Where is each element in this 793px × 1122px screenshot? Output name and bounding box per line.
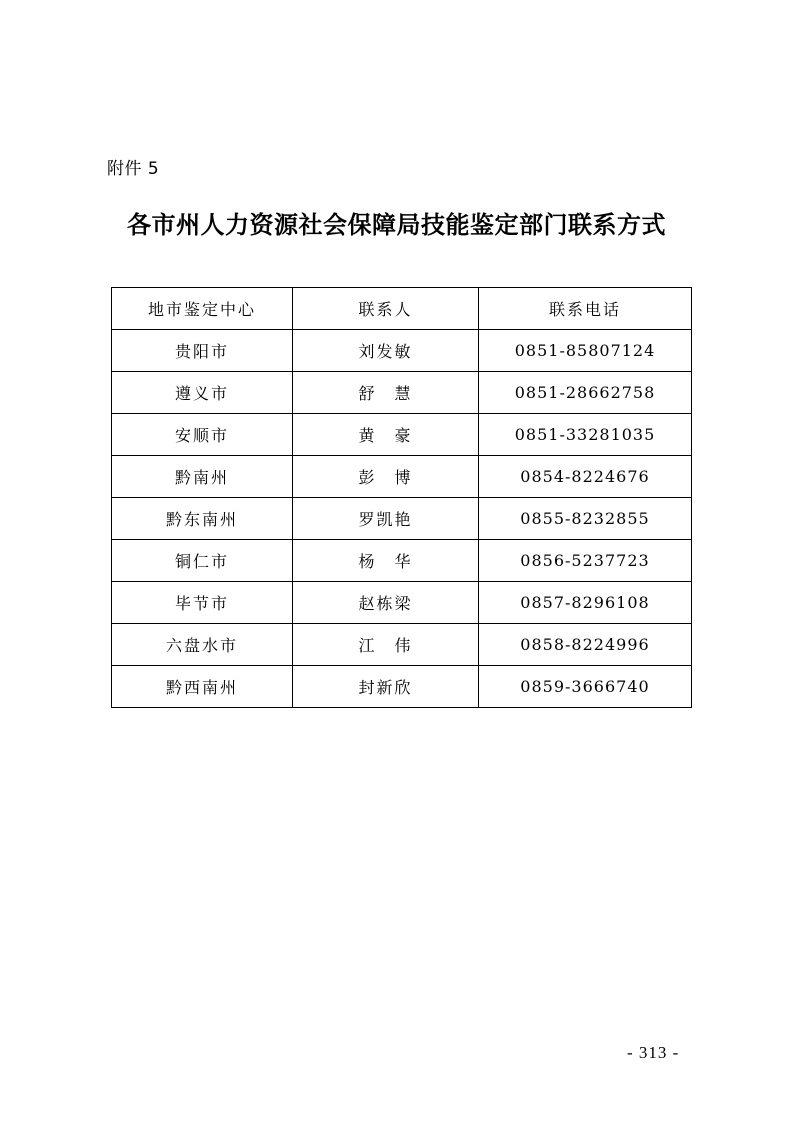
cell-person: 杨 华 — [293, 540, 479, 582]
page-number: - 313 - — [627, 1043, 680, 1062]
cell-person: 江 伟 — [293, 624, 479, 666]
cell-person: 赵栋梁 — [293, 582, 479, 624]
cell-city: 安顺市 — [112, 414, 293, 456]
cell-city: 遵义市 — [112, 372, 293, 414]
cell-phone: 0859-3666740 — [479, 666, 692, 708]
cell-phone: 0856-5237723 — [479, 540, 692, 582]
cell-person: 彭 博 — [293, 456, 479, 498]
contacts-table — [111, 287, 692, 708]
cell-person: 罗凯艳 — [293, 498, 479, 540]
cell-phone: 0851-85807124 — [479, 330, 692, 372]
table-row — [112, 456, 692, 498]
cell-phone: 0855-8232855 — [479, 498, 692, 540]
cell-person: 封新欣 — [293, 666, 479, 708]
cell-city: 黔西南州 — [112, 666, 293, 708]
cell-phone: 0854-8224676 — [479, 456, 692, 498]
cell-phone: 0851-28662758 — [479, 372, 692, 414]
cell-city: 铜仁市 — [112, 540, 293, 582]
cell-city: 黔南州 — [112, 456, 293, 498]
cell-person: 舒 慧 — [293, 372, 479, 414]
table-row — [112, 330, 692, 372]
table-row — [112, 498, 692, 540]
table-row — [112, 582, 692, 624]
cell-phone: 0858-8224996 — [479, 624, 692, 666]
header-phone: 联系电话 — [479, 288, 692, 330]
document-title: 各市州人力资源社会保障局技能鉴定部门联系方式 — [127, 211, 666, 239]
table-row — [112, 666, 692, 708]
table-row — [112, 372, 692, 414]
cell-city: 黔东南州 — [112, 498, 293, 540]
cell-city: 六盘水市 — [112, 624, 293, 666]
header-city: 地市鉴定中心 — [112, 288, 293, 330]
header-person: 联系人 — [293, 288, 479, 330]
cell-city: 贵阳市 — [112, 330, 293, 372]
cell-phone: 0857-8296108 — [479, 582, 692, 624]
attachment-label: 附件 5 — [107, 159, 160, 179]
cell-phone: 0851-33281035 — [479, 414, 692, 456]
table-row — [112, 540, 692, 582]
table-header-row — [112, 288, 692, 330]
cell-person: 刘发敏 — [293, 330, 479, 372]
table-row — [112, 414, 692, 456]
cell-city: 毕节市 — [112, 582, 293, 624]
cell-person: 黄 豪 — [293, 414, 479, 456]
table-row — [112, 624, 692, 666]
